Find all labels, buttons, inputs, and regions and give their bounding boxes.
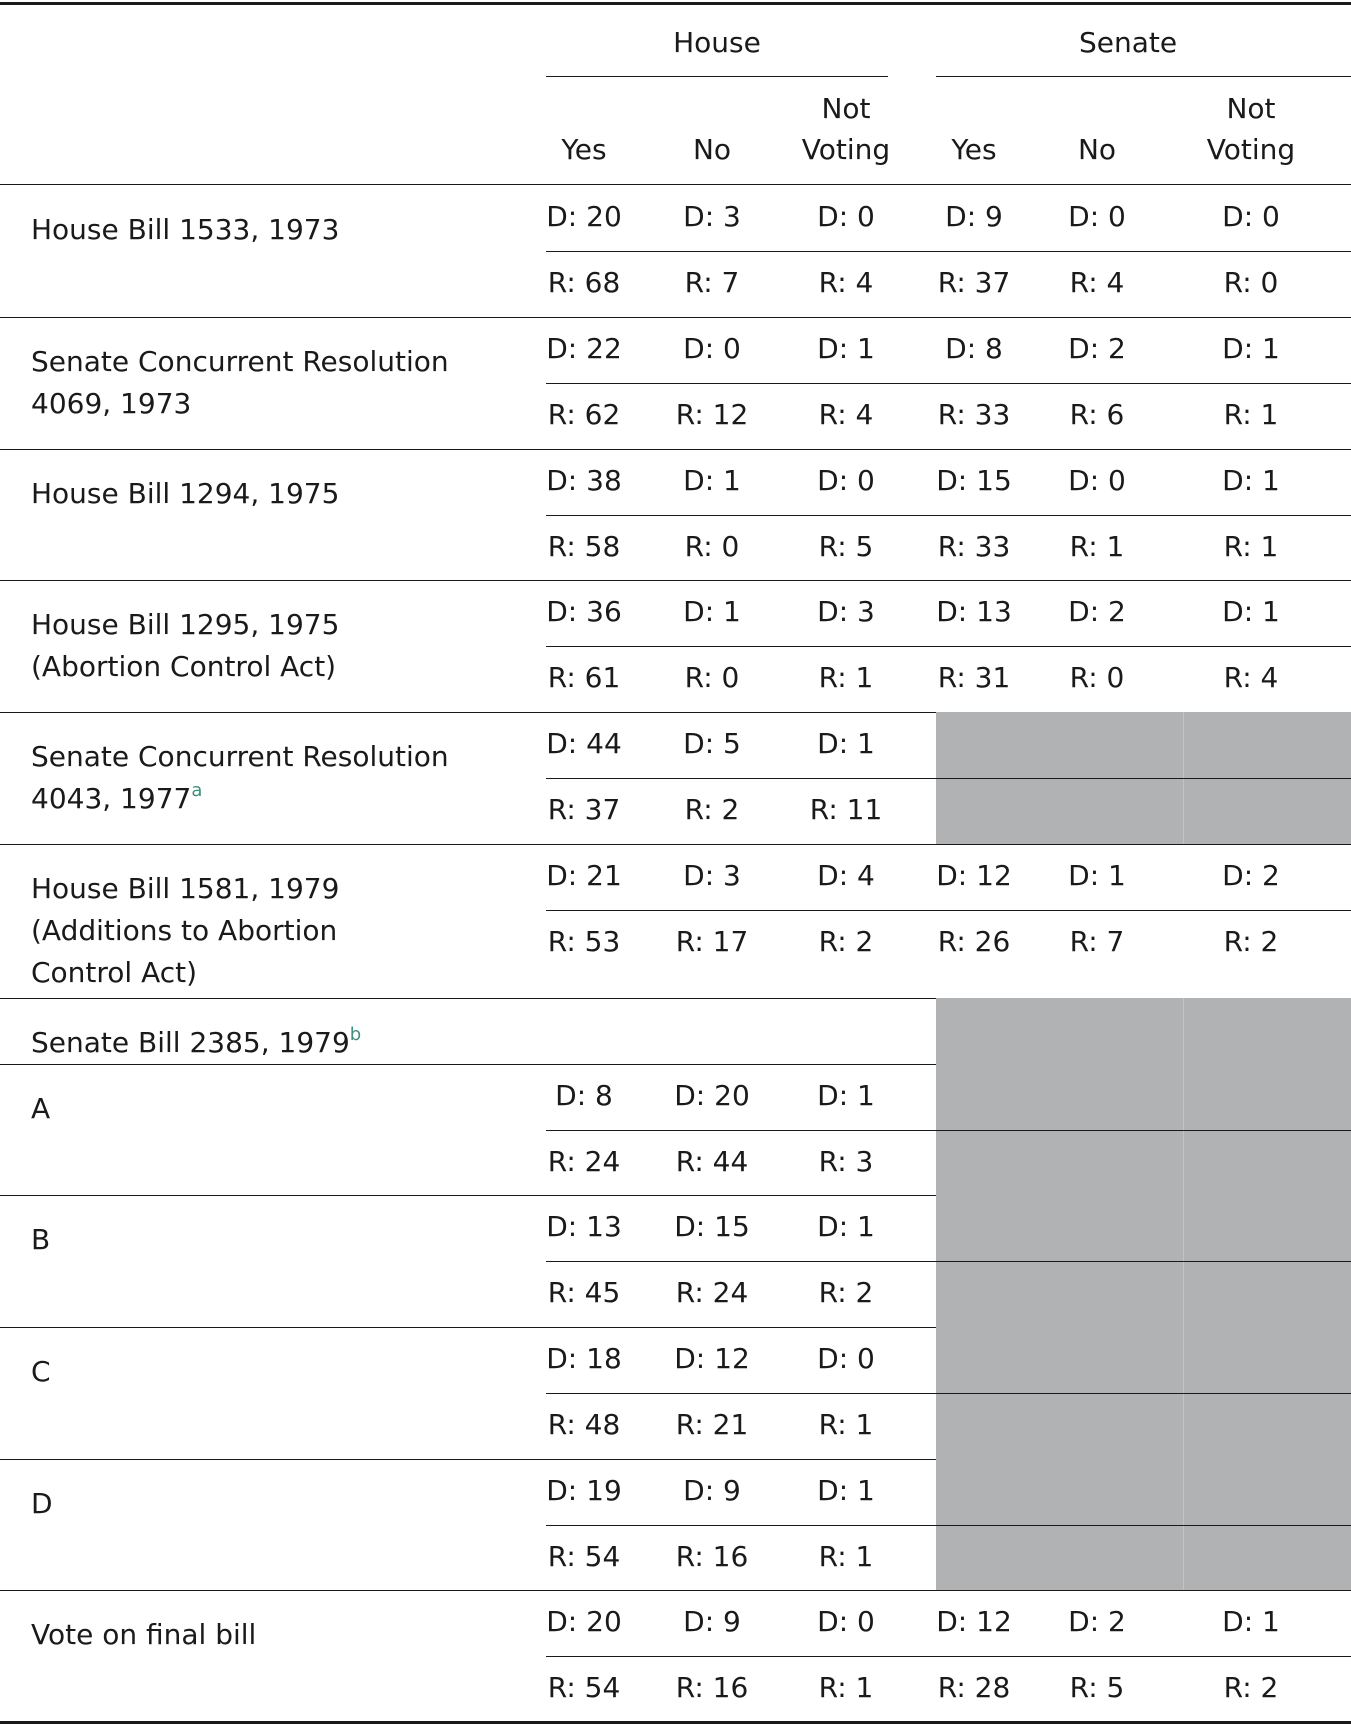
house-not-voting-d-value: D: 4 <box>817 859 875 892</box>
senate-not-voting-d-value: D: 2 <box>1222 859 1280 892</box>
row-label: A <box>31 1092 51 1125</box>
house-yes-r-value: R: 48 <box>547 1408 621 1441</box>
row-divider-rule <box>0 449 1351 450</box>
house-not-voting-r-value: R: 4 <box>818 266 874 299</box>
house-not-voting-r-value: R: 11 <box>809 793 883 826</box>
house-no-r-value: R: 0 <box>684 661 740 694</box>
row-label-line: 4043, 1977$^a$ <box>31 780 203 815</box>
senate-header-rule <box>936 76 1351 77</box>
senate-yes-d-value: D: 8 <box>945 332 1003 365</box>
senate-not-voting-d-value: D: 1 <box>1222 464 1280 497</box>
house-no-r-value: R: 16 <box>675 1671 749 1704</box>
house-voting-header: Voting <box>801 133 891 166</box>
party-divider-rule <box>546 383 1351 384</box>
house-yes-r-value: R: 68 <box>547 266 621 299</box>
party-divider-rule <box>546 1130 1351 1131</box>
senate-no-d-value: D: 2 <box>1068 1605 1126 1638</box>
house-no-r-value: R: 12 <box>675 398 749 431</box>
senate-header: Senate <box>1078 26 1178 59</box>
house-no-d-value: D: 5 <box>683 727 741 760</box>
senate-not-voting-r-value: R: 0 <box>1223 266 1279 299</box>
senate-yes-r-value: R: 26 <box>937 925 1011 958</box>
senate-yes-r-value: R: 31 <box>937 661 1011 694</box>
row-divider-rule <box>0 844 1351 845</box>
senate-not-voting-r-value: R: 2 <box>1223 925 1279 958</box>
house-yes-r-value: R: 45 <box>547 1276 621 1309</box>
house-not-header: Not <box>821 92 871 125</box>
senate-yes-d-value: D: 15 <box>936 464 1012 497</box>
row-label: B <box>31 1223 51 1256</box>
senate-not-voting-r-value: R: 4 <box>1223 661 1279 694</box>
house-header: House <box>673 26 761 59</box>
house-yes-d-value: D: 20 <box>546 1605 622 1638</box>
senate-no-d-value: D: 2 <box>1068 595 1126 628</box>
house-yes-d-value: D: 18 <box>546 1342 622 1375</box>
senate-no-d-value: D: 2 <box>1068 332 1126 365</box>
footnote-marker: a <box>191 780 203 801</box>
house-no-d-value: D: 15 <box>674 1210 750 1243</box>
house-no-r-value: R: 2 <box>684 793 740 826</box>
senate-not-voting-r-value: R: 2 <box>1223 1671 1279 1704</box>
party-divider-rule <box>546 778 1351 779</box>
house-yes-r-value: R: 61 <box>547 661 621 694</box>
house-no-r-value: R: 0 <box>684 530 740 563</box>
row-label-line: 4069, 1973 <box>31 387 192 420</box>
house-not-voting-r-value: R: 1 <box>818 1671 874 1704</box>
row-label: Senate Bill 2385, 1979$^b$ <box>31 1024 362 1059</box>
house-yes-r-value: R: 58 <box>547 530 621 563</box>
header-bottom-rule <box>0 184 1351 185</box>
senate-not-header: Not <box>1226 92 1276 125</box>
senate-no-r-value: R: 0 <box>1069 661 1125 694</box>
house-no-d-value: D: 1 <box>683 464 741 497</box>
senate-voting-header: Voting <box>1206 133 1296 166</box>
house-yes-r-value: R: 62 <box>547 398 621 431</box>
house-not-voting-d-value: D: 0 <box>817 464 875 497</box>
house-not-voting-d-value: D: 0 <box>817 200 875 233</box>
house-yes-header: Yes <box>561 133 607 166</box>
senate-yes-r-value: R: 28 <box>937 1671 1011 1704</box>
house-no-d-value: D: 3 <box>683 200 741 233</box>
senate-yes-r-value: R: 33 <box>937 530 1011 563</box>
senate-not-voting-d-value: D: 0 <box>1222 200 1280 233</box>
house-not-voting-r-value: R: 4 <box>818 398 874 431</box>
house-yes-d-value: D: 38 <box>546 464 622 497</box>
house-header-rule <box>546 76 888 77</box>
house-not-voting-r-value: R: 5 <box>818 530 874 563</box>
senate-not-voting-r-value: R: 1 <box>1223 530 1279 563</box>
house-no-d-value: D: 9 <box>683 1474 741 1507</box>
house-not-voting-d-value: D: 1 <box>817 332 875 365</box>
house-yes-d-value: D: 22 <box>546 332 622 365</box>
party-divider-rule <box>546 1261 1351 1262</box>
senate-no-r-value: R: 1 <box>1069 530 1125 563</box>
senate-yes-d-value: D: 13 <box>936 595 1012 628</box>
senate-no-r-value: R: 6 <box>1069 398 1125 431</box>
row-label-line: (Abortion Control Act) <box>31 650 337 683</box>
row-divider-rule <box>0 317 1351 318</box>
row-label: C <box>31 1355 51 1388</box>
house-not-voting-d-value: D: 1 <box>817 727 875 760</box>
party-divider-rule <box>546 251 1351 252</box>
house-yes-r-value: R: 54 <box>547 1540 621 1573</box>
senate-yes-d-value: D: 12 <box>936 859 1012 892</box>
senate-yes-r-value: R: 33 <box>937 398 1011 431</box>
row-label: D <box>31 1487 53 1520</box>
house-no-header: No <box>692 133 732 166</box>
party-divider-rule <box>546 646 1351 647</box>
senate-no-r-value: R: 5 <box>1069 1671 1125 1704</box>
house-yes-r-value: R: 37 <box>547 793 621 826</box>
house-not-voting-r-value: R: 1 <box>818 1408 874 1441</box>
house-no-d-value: D: 20 <box>674 1079 750 1112</box>
house-no-r-value: R: 44 <box>675 1145 749 1178</box>
senate-no-r-value: R: 4 <box>1069 266 1125 299</box>
house-no-r-value: R: 17 <box>675 925 749 958</box>
house-yes-d-value: D: 13 <box>546 1210 622 1243</box>
shaded-column-divider <box>1183 998 1184 1064</box>
house-not-voting-r-value: R: 2 <box>818 925 874 958</box>
house-yes-d-value: D: 36 <box>546 595 622 628</box>
senate-no-header: No <box>1077 133 1117 166</box>
house-yes-r-value: R: 53 <box>547 925 621 958</box>
house-yes-d-value: D: 19 <box>546 1474 622 1507</box>
senate-not-voting-d-value: D: 1 <box>1222 595 1280 628</box>
house-no-r-value: R: 7 <box>684 266 740 299</box>
row-divider-rule <box>0 1590 1351 1591</box>
senate-no-d-value: D: 0 <box>1068 464 1126 497</box>
house-yes-d-value: D: 44 <box>546 727 622 760</box>
senate-yes-r-value: R: 37 <box>937 266 1011 299</box>
senate-no-d-value: D: 1 <box>1068 859 1126 892</box>
house-not-voting-d-value: D: 1 <box>817 1079 875 1112</box>
house-yes-d-value: D: 21 <box>546 859 622 892</box>
party-divider-rule <box>546 1525 1351 1526</box>
house-yes-r-value: R: 24 <box>547 1145 621 1178</box>
row-label: Senate Concurrent Resolution <box>31 740 449 773</box>
row-label: House Bill 1581, 1979 <box>31 872 340 905</box>
house-not-voting-d-value: D: 1 <box>817 1474 875 1507</box>
row-label: House Bill 1295, 1975 <box>31 608 340 641</box>
house-not-voting-r-value: R: 2 <box>818 1276 874 1309</box>
table-top-rule <box>0 2 1351 5</box>
house-no-d-value: D: 1 <box>683 595 741 628</box>
house-not-voting-r-value: R: 1 <box>818 1540 874 1573</box>
house-no-d-value: D: 0 <box>683 332 741 365</box>
senate-yes-header: Yes <box>951 133 997 166</box>
house-not-voting-d-value: D: 1 <box>817 1210 875 1243</box>
senate-no-r-value: R: 7 <box>1069 925 1125 958</box>
house-yes-d-value: D: 8 <box>555 1079 613 1112</box>
house-not-voting-r-value: R: 1 <box>818 661 874 694</box>
house-no-r-value: R: 24 <box>675 1276 749 1309</box>
house-no-d-value: D: 3 <box>683 859 741 892</box>
senate-not-voting-r-value: R: 1 <box>1223 398 1279 431</box>
house-no-r-value: R: 16 <box>675 1540 749 1573</box>
party-divider-rule <box>546 515 1351 516</box>
house-yes-r-value: R: 54 <box>547 1671 621 1704</box>
senate-not-voting-d-value: D: 1 <box>1222 332 1280 365</box>
senate-not-voting-d-value: D: 1 <box>1222 1605 1280 1638</box>
row-label: Vote on final bill <box>31 1618 257 1651</box>
house-yes-d-value: D: 20 <box>546 200 622 233</box>
house-not-voting-d-value: D: 0 <box>817 1605 875 1638</box>
row-label-line: (Additions to Abortion <box>31 914 338 947</box>
house-not-voting-r-value: R: 3 <box>818 1145 874 1178</box>
house-no-d-value: D: 9 <box>683 1605 741 1638</box>
house-no-d-value: D: 12 <box>674 1342 750 1375</box>
row-label: Senate Concurrent Resolution <box>31 345 449 378</box>
senate-no-d-value: D: 0 <box>1068 200 1126 233</box>
row-label: House Bill 1533, 1973 <box>31 213 340 246</box>
party-divider-rule <box>546 1393 1351 1394</box>
house-no-r-value: R: 21 <box>675 1408 749 1441</box>
party-divider-rule <box>546 910 1351 911</box>
row-label: House Bill 1294, 1975 <box>31 477 340 510</box>
house-not-voting-d-value: D: 3 <box>817 595 875 628</box>
senate-yes-d-value: D: 12 <box>936 1605 1012 1638</box>
footnote-marker: b <box>349 1024 362 1045</box>
row-divider-rule <box>0 580 1351 581</box>
senate-yes-d-value: D: 9 <box>945 200 1003 233</box>
house-not-voting-d-value: D: 0 <box>817 1342 875 1375</box>
senate-shaded-cell <box>936 998 1351 1064</box>
party-divider-rule <box>546 1656 1351 1657</box>
row-label-line: Control Act) <box>31 956 198 989</box>
